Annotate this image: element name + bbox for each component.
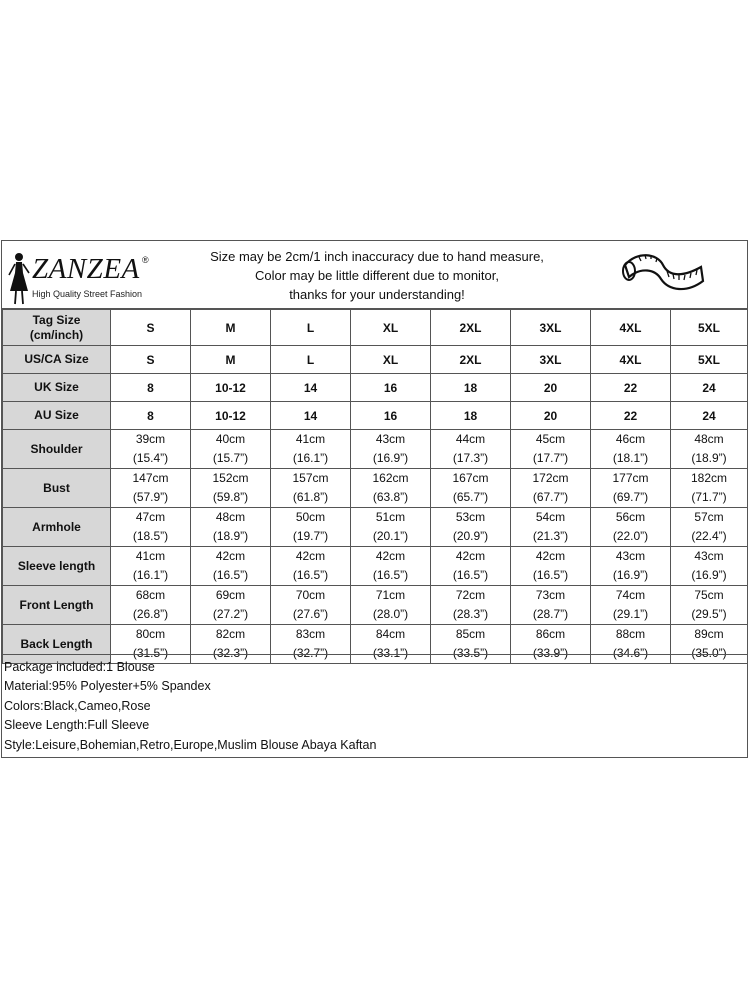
measurement-cell xyxy=(111,469,191,508)
inch-value: (22.4”) xyxy=(691,529,727,543)
inch-value: (61.8”) xyxy=(292,490,329,504)
cm-value: 42cm xyxy=(215,549,246,563)
measurement-cell xyxy=(671,469,748,508)
cm-value: 80cm xyxy=(135,627,166,641)
table-cell: 18 xyxy=(431,374,511,402)
table-cell: 14 xyxy=(271,402,351,430)
inch-value: (18.9”) xyxy=(212,529,249,543)
measurement-cell xyxy=(271,508,351,547)
cm-value: 42cm xyxy=(455,549,486,563)
inch-value: (27.6”) xyxy=(292,607,329,621)
size-header-cell: 5XL xyxy=(671,310,748,346)
table-cell: XL xyxy=(351,346,431,374)
cm-value: 71cm xyxy=(375,588,406,602)
table-cell: 10-12 xyxy=(191,374,271,402)
row-label: Shoulder xyxy=(3,430,111,469)
inch-value: (27.2”) xyxy=(212,607,249,621)
measurement-cell xyxy=(431,469,511,508)
cm-value: 85cm xyxy=(455,627,486,641)
table-cell: S xyxy=(111,346,191,374)
inch-value: (16.9”) xyxy=(372,451,409,465)
measuring-tape-icon xyxy=(617,247,707,303)
measurement-cell xyxy=(511,469,591,508)
table-cell: M xyxy=(191,346,271,374)
table-cell: 14 xyxy=(271,374,351,402)
table-row xyxy=(3,469,748,508)
inch-value: (71.7”) xyxy=(691,490,727,504)
inch-value: (31.5”) xyxy=(132,646,169,660)
inch-value: (32.3”) xyxy=(212,646,249,660)
table-cell: 10-12 xyxy=(191,402,271,430)
cm-value: 39cm xyxy=(135,432,166,446)
measurement-cell xyxy=(671,508,748,547)
measurement-cell xyxy=(431,508,511,547)
inch-value: (65.7”) xyxy=(452,490,489,504)
row-label: Bust xyxy=(3,469,111,508)
table-cell: 22 xyxy=(591,402,671,430)
measurement-cell xyxy=(191,547,271,586)
inch-value: (32.7”) xyxy=(292,646,329,660)
cm-value: 167cm xyxy=(452,471,489,485)
style: Style:Leisure,Bohemian,Retro,Europe,Muslim Blouse Abaya Kaftan xyxy=(4,737,377,752)
inch-value: (15.7”) xyxy=(212,451,249,465)
inch-value: (28.7”) xyxy=(532,607,569,621)
size-header-cell: 4XL xyxy=(591,310,671,346)
cm-value: 177cm xyxy=(612,471,649,485)
inch-value: (59.8”) xyxy=(212,490,249,504)
cm-value: 43cm xyxy=(694,549,724,563)
row-label: Sleeve length xyxy=(3,547,111,586)
inch-value: (29.5”) xyxy=(691,607,727,621)
measurement-cell xyxy=(271,469,351,508)
inch-value: (35.0”) xyxy=(691,646,727,660)
inch-value: (16.5”) xyxy=(532,568,569,582)
measurement-cell xyxy=(591,586,671,625)
measurement-cell xyxy=(191,586,271,625)
table-cell: 3XL xyxy=(511,346,591,374)
cm-value: 43cm xyxy=(615,549,646,563)
inch-value: (16.5”) xyxy=(452,568,489,582)
inch-value: (28.0”) xyxy=(372,607,409,621)
measurement-cell xyxy=(591,430,671,469)
cm-value: 72cm xyxy=(455,588,486,602)
cm-value: 74cm xyxy=(615,588,646,602)
inch-value: (16.5”) xyxy=(372,568,409,582)
cm-value: 53cm xyxy=(455,510,486,524)
inch-value: (20.9”) xyxy=(452,529,489,543)
cm-value: 73cm xyxy=(535,588,566,602)
inch-value: (16.9”) xyxy=(612,568,649,582)
cm-value: 86cm xyxy=(535,627,566,641)
cm-value: 48cm xyxy=(215,510,246,524)
measurement-cell xyxy=(271,547,351,586)
inch-value: (63.8”) xyxy=(372,490,409,504)
measurement-cell xyxy=(351,508,431,547)
table-header-row xyxy=(3,310,748,346)
product-info xyxy=(2,654,747,757)
inch-value: (34.6”) xyxy=(612,646,649,660)
size-header-cell: M xyxy=(191,310,271,346)
inch-value: (26.8”) xyxy=(132,607,169,621)
measurement-cell xyxy=(511,586,591,625)
cm-value: 43cm xyxy=(375,432,406,446)
inch-value: (57.9”) xyxy=(132,490,169,504)
inch-value: (69.7”) xyxy=(612,490,649,504)
measurement-cell xyxy=(271,586,351,625)
table-cell: 8 xyxy=(111,374,191,402)
row-label: UK Size xyxy=(3,374,111,402)
inch-value: (67.7”) xyxy=(532,490,569,504)
measurement-cell xyxy=(431,547,511,586)
notice-line: Size may be 2cm/1 inch inaccuracy due to hand measure, xyxy=(210,249,544,264)
measurement-cell xyxy=(351,469,431,508)
inch-value: (18.5”) xyxy=(132,529,169,543)
table-cell: 8 xyxy=(111,402,191,430)
table-row xyxy=(3,402,748,430)
cm-value: 69cm xyxy=(215,588,246,602)
cm-value: 47cm xyxy=(135,510,166,524)
measurement-cell xyxy=(111,547,191,586)
table-cell: 18 xyxy=(431,402,511,430)
woman-silhouette-icon xyxy=(6,251,32,305)
table-row xyxy=(3,346,748,374)
size-chart xyxy=(1,240,748,758)
measurement-cell xyxy=(191,508,271,547)
cm-value: 75cm xyxy=(694,588,724,602)
inch-value: (29.1”) xyxy=(612,607,649,621)
package-included: Package included:1 Blouse xyxy=(4,660,155,674)
inch-value: (18.1”) xyxy=(612,451,649,465)
inch-value: (19.7”) xyxy=(292,529,329,543)
cm-value: 182cm xyxy=(690,471,728,485)
cm-value: 54cm xyxy=(535,510,566,524)
cm-value: 147cm xyxy=(132,471,169,485)
chart-header xyxy=(2,241,747,309)
measurement-cell xyxy=(111,430,191,469)
cm-value: 83cm xyxy=(295,627,326,641)
size-header-cell: 2XL xyxy=(431,310,511,346)
inch-value: (16.5”) xyxy=(292,568,329,582)
notice-line: Color may be little different due to monitor, xyxy=(255,268,499,283)
size-header-cell: 3XL xyxy=(511,310,591,346)
measurement-cell xyxy=(511,508,591,547)
inch-value: (17.3”) xyxy=(452,451,489,465)
measurement-cell xyxy=(511,547,591,586)
brand-logo xyxy=(6,247,156,305)
measurement-cell xyxy=(191,430,271,469)
measurement-notice xyxy=(177,247,577,304)
measurement-cell xyxy=(111,586,191,625)
inch-value: (16.5”) xyxy=(212,568,249,582)
cm-value: 70cm xyxy=(295,588,326,602)
table-cell: 16 xyxy=(351,402,431,430)
cm-value: 42cm xyxy=(535,549,566,563)
cm-value: 40cm xyxy=(215,432,246,446)
table-cell: 4XL xyxy=(591,346,671,374)
table-cell: 5XL xyxy=(671,346,748,374)
measurement-cell xyxy=(431,430,511,469)
cm-value: 68cm xyxy=(135,588,166,602)
inch-value: (28.3”) xyxy=(452,607,489,621)
cm-value: 45cm xyxy=(535,432,566,446)
measurement-cell xyxy=(351,430,431,469)
measurement-cell xyxy=(671,430,748,469)
colors: Colors:Black,Cameo,Rose xyxy=(4,698,151,713)
size-header-cell: XL xyxy=(351,310,431,346)
cm-value: 44cm xyxy=(455,432,486,446)
cm-value: 42cm xyxy=(375,549,406,563)
row-label: Armhole xyxy=(3,508,111,547)
table-row xyxy=(3,547,748,586)
cm-value: 88cm xyxy=(615,627,646,641)
measurement-cell xyxy=(351,547,431,586)
measurement-cell xyxy=(591,547,671,586)
measurement-cell xyxy=(671,586,748,625)
cm-value: 152cm xyxy=(212,471,249,485)
inch-value: (22.0”) xyxy=(612,529,649,543)
table-row xyxy=(3,430,748,469)
table-cell: L xyxy=(271,346,351,374)
inch-value: (33.5”) xyxy=(452,646,489,660)
cm-value: 84cm xyxy=(375,627,406,641)
row-label: US/CA Size xyxy=(3,346,111,374)
inch-value: (17.7”) xyxy=(532,451,569,465)
cm-value: 89cm xyxy=(694,627,724,641)
cm-value: 41cm xyxy=(135,549,166,563)
row-label: AU Size xyxy=(3,402,111,430)
size-table xyxy=(2,309,748,664)
measurement-cell xyxy=(111,508,191,547)
inch-value: (20.1”) xyxy=(372,529,409,543)
sleeve-length-info: Sleeve Length:Full Sleeve xyxy=(4,718,150,733)
registered-mark: ® xyxy=(142,255,149,265)
cm-value: 56cm xyxy=(615,510,646,524)
notice-line: thanks for your understanding! xyxy=(289,287,465,302)
measurement-cell xyxy=(591,469,671,508)
table-cell: 16 xyxy=(351,374,431,402)
measurement-cell xyxy=(271,430,351,469)
inch-value: (16.1”) xyxy=(292,451,329,465)
inch-value: (18.9”) xyxy=(691,451,727,465)
table-row xyxy=(3,508,748,547)
table-cell: 24 xyxy=(671,374,748,402)
cm-value: 82cm xyxy=(215,627,246,641)
inch-value: (16.1”) xyxy=(132,568,169,582)
size-header-cell: L xyxy=(271,310,351,346)
inch-value: (21.3”) xyxy=(532,529,569,543)
measurement-cell xyxy=(591,508,671,547)
measurement-cell xyxy=(431,586,511,625)
table-cell: 20 xyxy=(511,374,591,402)
table-cell: 2XL xyxy=(431,346,511,374)
table-row xyxy=(3,374,748,402)
table-cell: 22 xyxy=(591,374,671,402)
table-cell: 20 xyxy=(511,402,591,430)
row-label: Tag Size (cm/inch) xyxy=(3,310,111,346)
cm-value: 172cm xyxy=(532,471,569,485)
brand-name: ZANZEA xyxy=(32,253,140,285)
cm-value: 42cm xyxy=(295,549,326,563)
table-cell: 24 xyxy=(671,402,748,430)
cm-value: 51cm xyxy=(375,510,406,524)
cm-value: 48cm xyxy=(694,432,724,446)
size-header-cell: S xyxy=(111,310,191,346)
measurement-cell xyxy=(671,547,748,586)
inch-value: (33.1”) xyxy=(372,646,409,660)
material: Material:95% Polyester+5% Spandex xyxy=(4,679,211,694)
cm-value: 157cm xyxy=(292,471,329,485)
measurement-cell xyxy=(191,469,271,508)
inch-value: (16.9”) xyxy=(691,568,727,582)
cm-value: 46cm xyxy=(615,432,646,446)
cm-value: 57cm xyxy=(694,510,724,524)
table-row xyxy=(3,586,748,625)
cm-value: 162cm xyxy=(372,471,409,485)
cm-value: 50cm xyxy=(295,510,326,524)
row-label: Back Length xyxy=(3,625,111,664)
inch-value: (33.9”) xyxy=(532,646,569,660)
measurement-cell xyxy=(351,586,431,625)
inch-value: (15.4”) xyxy=(132,451,169,465)
cm-value: 41cm xyxy=(295,432,326,446)
measurement-cell xyxy=(511,430,591,469)
row-label: Front Length xyxy=(3,586,111,625)
brand-tagline: High Quality Street Fashion xyxy=(32,289,143,299)
